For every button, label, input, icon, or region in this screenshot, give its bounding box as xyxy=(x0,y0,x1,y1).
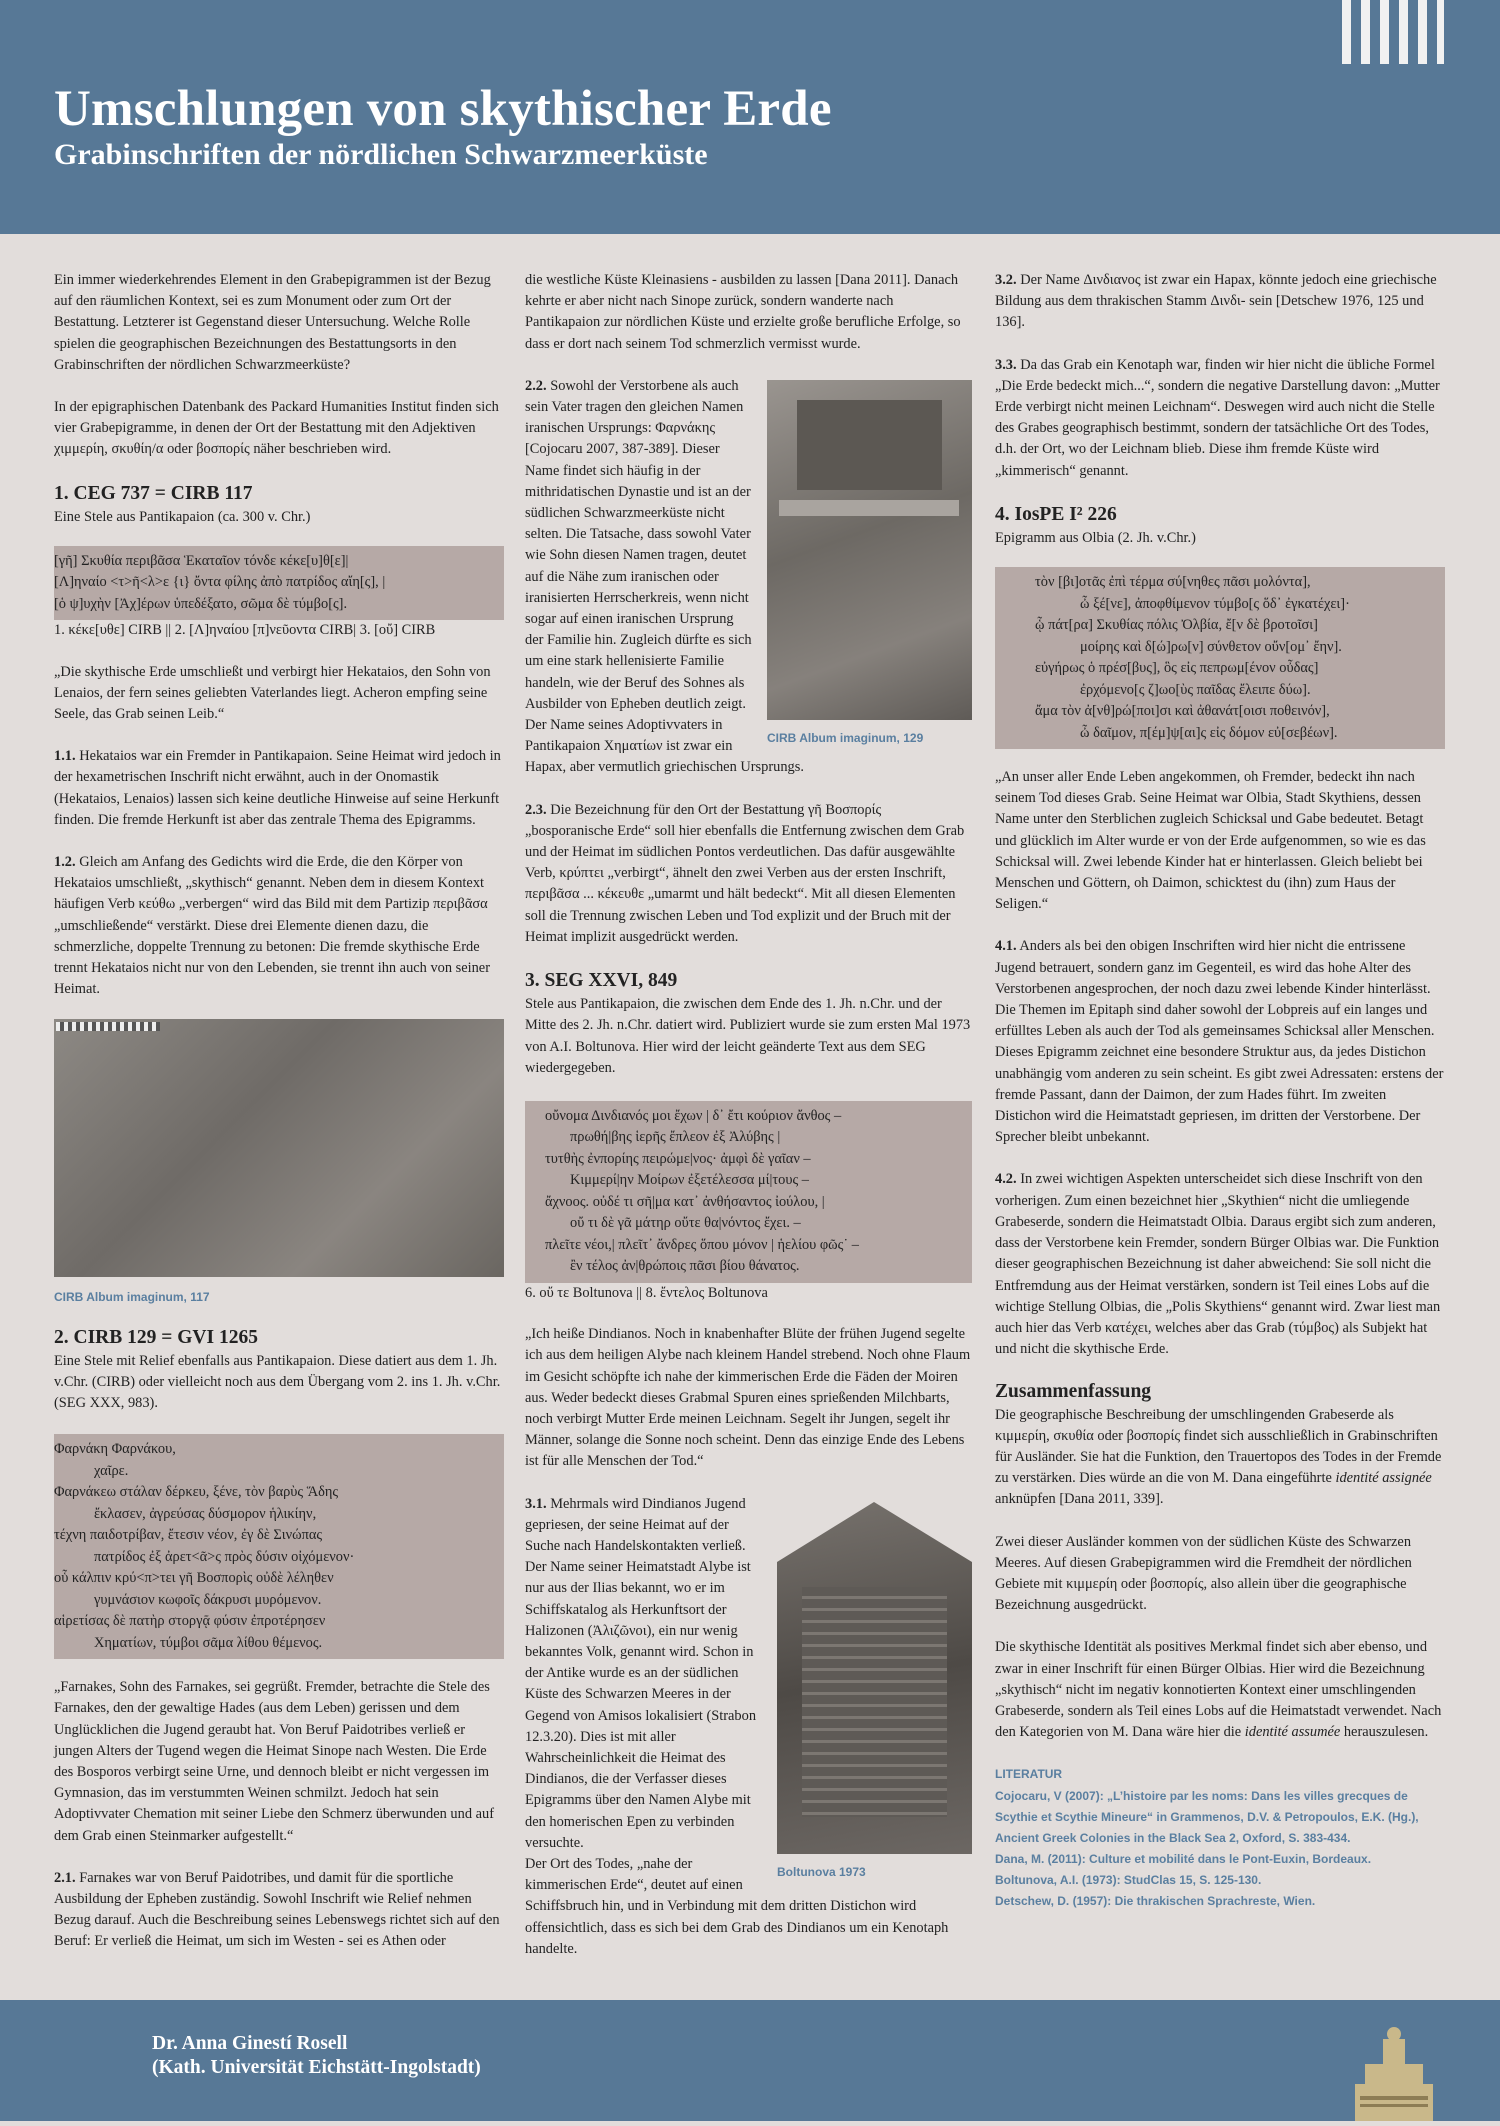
section-3-subtitle: Stele aus Pantikapaion, die zwischen dem Ende des 1. Jh. n.Chr. und der Mitte des 2. Jh. n.Chr. datiert wird. Publiziert wurde sie zum ersten Mal 1973 von A.I. Boltunova. Hier wird der leicht geänderte Text aus dem SEG wiedergegeben. xyxy=(525,996,971,1076)
paragraph-3-3 xyxy=(995,355,1445,482)
paragraph-4-1 xyxy=(995,936,1445,1042)
summary-paragraph-3 xyxy=(995,1637,1445,1743)
section-3-heading: 3. SEG XXVI, 849 xyxy=(525,970,678,992)
intro-paragraph-2: In der epigraphischen Datenbank des Packard Humanities Institut finden sich vier Grabepigramme, in denen der Ort der Bestattung mit den Adjektiven χιμμερίη, σκυθίη/α oder βοσπορίς näher beschrieben wird. xyxy=(54,399,499,458)
greek-line: ἐρχόμενο[ς ζ]ωο[ὺς παῖδας ἔλειπε δύω]. xyxy=(1080,681,1311,698)
stele-pediment-image xyxy=(777,1502,972,1854)
literature-entry: Detschew, D. (1957): Die thrakischen Sprachreste, Wien. xyxy=(995,1893,1316,1908)
scale-bar-icon xyxy=(56,1022,160,1031)
paragraph-text: Mehrmals wird Dindianos Jugend gepriesen, der seine Heimat auf der Suche nach Handelskontakten verließ. Der Name seiner Heimatstadt Alybe ist nur aus der Ilias bekannt, wo er im Schiffskatalog als Herkunftsort der Halizonen (Ἀλιζῶνοι), ein nur wenig bekanntes Volk, genannt wird. Schon in der Antike wurde es an der südlichen Küste des Schwarzen Meeres in der Gegend von Amisos lokalisiert (Strabon 12.3.20). Dies ist mit aller Wahrscheinlichkeit die Heimat des Dindianos, die der Verfasser dieses Epigramms über den Namen Alybe mit den homerischen Epen zu verbinden versuchte. xyxy=(525,1495,757,1851)
paragraph-number: 1.2. xyxy=(54,853,76,870)
column-2 xyxy=(525,270,972,1960)
paragraph-text: Hekataios war ein Fremder in Pantikapaion. Seine Heimat wird jedoch in der hexametrischen Inschrift nicht erwähnt, auch in der Onomastik (Hekataios, Lenaios) lassen sich keine deutliche Hinweise auf seine Herkunft finden. Die fremde Herkunft ist aber das zentrale Thema des Epigramms. xyxy=(54,748,501,828)
paragraph-3-2 xyxy=(995,270,1445,334)
greek-line: ὦ δαῖμον, π[έμ]ψ[αι]ς εἰς δόμον εὐ[σεβέων]. xyxy=(1080,724,1338,741)
greek-line: [Λ]ηναίο <τ>ῆ<λ>ε {ι} ὄντα φίλης ἀπὸ πατρίδος αἴη[ς], | xyxy=(54,574,386,591)
paragraph-text: Die Bezeichnung für den Ort der Bestattung γῆ Βοσπορίς „bosporanische Erde“ soll hier ebenfalls die Entfernung zwischen dem Grab und der Heimat im südlichen Pontos verdeutlichen. Das dafür ausgewählte Verb, κρύπτει „verbirgt“, ähnelt den zwei Verben aus der ersten Inschrift, περιβᾶσα ... κέκευθε „umarmt und hält bedeckt“. Mit all diesen Elementen soll die Trennung zwischen Leben und Tod explizit und der Bruch mit der Heimat implizit ausgedrückt werden. xyxy=(525,801,965,945)
figure-boltunova xyxy=(777,1502,972,1883)
greek-line: οὗ κάλπιν κρύ<π>τει γῆ Βοσπορὶς οὐδὲ λέληθεν xyxy=(54,1570,334,1587)
greek-line: Φαρνάκη Φαρνάκου, xyxy=(54,1441,176,1458)
translation-3: „Ich heiße Dindianos. Noch in knabenhafter Blüte der frühen Jugend segelte ich aus dem heiligen Alybe nach kleinem Handel strebend. Noch ohne Flaum im Gesicht schöpfte ich nahe der kimmerischen Erde die Fäden der Moiren aus. Weder bedeckt dieses Grabmal Spuren eines sprießenden Milchbarts, noch verbirgt Mutter Erde meinen Leichnam. Segelt ihr Jungen, segelt ihr Männer, solange die Sonne noch scheint. Denn das einzige Ende des Lebens ist für alle Menschen der Tod.“ xyxy=(525,1326,971,1470)
summary-text: anknüpfen [Dana 2011, 339]. xyxy=(995,1491,1164,1508)
greek-text-box-4 xyxy=(995,567,1445,749)
paragraph-number: 4.2. xyxy=(995,1171,1017,1188)
greek-line: γυμνάσιον κωφοῖς δάκρυσι μυρόμενον. xyxy=(94,1591,322,1608)
relief-niche xyxy=(797,400,942,490)
column-3 xyxy=(995,270,1445,1912)
translation-4: „An unser aller Ende Leben angekommen, oh Fremder, bedeckt ihn nach seinem Tod dieses Grab. Seine Heimat war Olbia, Stadt Skythiens, dessen Name unter den Sterblichen zugleich Schicksal und Gabe bedeutet. Betagt und glücklich im Alter wurde er von der Erde aufgenommen, so wie es das Schicksal will. Zwei lebende Kinder hat er hinterlassen. Gleich beliebt bei Menschen und Göttern, oh Daimon, schicktest du (ihn) zum Haus der Seligen.“ xyxy=(995,769,1426,913)
paragraph-text: Sowohl der Verstorbene als auch sein Vater tragen den gleichen Namen iranischen Ursprungs: Φαρνάκης [Cojocaru 2007, 387-389]. Dieser Name findet sich häufig in der mithridatischen Dynastie und ist an der südlichen Schwarzmeerküste nicht selten. Die Tatsache, dass sowohl Vater wie Sohn diesen Namen tragen, deutet auf die Nähe zum iranischen oder iranisierten Herrscherkreis, wenn nicht sogar auf einen iranischen Ursprung der Familie hin. Zugleich dürfte es sich um eine stark hellenisierte Familie handeln, wie der Beruf des Sohnes als Ausbilder von Epheben deutlich zeigt. Der Name seines Adoptivvaters in Pantikapaion Χηματίων ist zwar ein Hapax, aber vermutlich griechischen Ursprungs. xyxy=(525,377,804,776)
greek-line: Φαρνάκεω στάλαν δέρκευ, ξένε, τὸν βαρὺς Ἅδης xyxy=(54,1484,339,1501)
greek-line: ἄμα τὸν ἀ[νθ]ρώ[ποι]σι καὶ ἀθανάτ[οισι ποθεινόν], xyxy=(1035,703,1330,720)
pediment xyxy=(777,1502,972,1562)
header-banner xyxy=(0,0,1500,234)
literature-entry: Dana, M. (2011): Culture et mobilité dans le Pont-Euxin, Bordeaux. xyxy=(995,1851,1372,1866)
section-4-subtitle: Epigramm aus Olbia (2. Jh. v.Chr.) xyxy=(995,529,1196,546)
greek-line: χαῖρε. xyxy=(94,1462,129,1479)
section-2-heading: 2. CIRB 129 = GVI 1265 xyxy=(54,1326,258,1348)
paragraph-text: Anders als bei den obigen Inschriften wird hier nicht die entrissene Jugend betrauert, sondern ganz im Gegenteil, es wird das hohe Alter des Verstorbenen angesprochen, der noch dazu zwei lebende Kinder hinterlässt. Die Themen im Epitaph sind daher sowohl der Lobpreis auf ein langes und erfülltes Leben als auch der Tod als gemeinsames Schicksal aller Menschen. xyxy=(995,938,1435,1040)
greek-line: οὔνομα Δινδιανός μοι ἔχων | δ᾽ ἔτι κούριον ἄνθος – xyxy=(545,1107,842,1124)
greek-line: πατρίδος ἐξ ἀρετ<ᾶ>ς πρὸς δύσιν οἰχόμενον· xyxy=(94,1548,355,1565)
paragraph-4-1-continued: Dieses Epigramm zeichnet eine besondere Struktur aus, da jedes Distichon unabhängig vom anderen zu sein scheint. Es gibt zwei Adressaten: erstens der fremde Passant, dann der Daimon, der zum Hades führt. Im zweiten Distichon wird die Heimatstadt gepriesen, im dritten der Verstorbene. Der Sprecher bleibt unbekannt. xyxy=(995,1044,1444,1146)
paragraph-number: 1.1. xyxy=(54,748,76,765)
footer-banner xyxy=(0,2000,1500,2121)
paragraph-3-1-continued: Der Ort des Todes, „nahe der kimmerischen Erde“, deutet auf einen Schiffsbruch hin, und in Verbindung mit dem dritten Distichon wird offensichtlich, dass es sich bei dem Grab des Dindianos um ein Kenotaph handelte. xyxy=(525,1855,949,1957)
apparatus-criticus-3: 6. οὔ τε Boltunova || 8. ἔντελος Boltunova xyxy=(525,1284,768,1301)
summary-heading: Zusammenfassung xyxy=(995,1381,1152,1403)
page-title: Umschlungen von skythischer Erde xyxy=(54,81,832,137)
greek-line: πλεῖτε νέοι,| πλεῖτ᾽ ἄνδρες ὅπου μόνον | ἡελίου φῶς˙ – xyxy=(545,1236,859,1253)
author-affiliation: (Kath. Universität Eichstätt-Ingolstadt) xyxy=(152,2057,481,2078)
inscription-band xyxy=(779,500,959,516)
paragraph-number: 2.1. xyxy=(54,1869,76,1886)
paragraph-number: 2.3. xyxy=(525,801,547,818)
greek-line: τὸν [βι]οτᾶς ἐπὶ τέρμα σύ[νηθες πᾶσι μολόντα], xyxy=(1035,574,1311,591)
greek-line: [γῆ] Σκυθία περιβᾶσα Ἑκαταῖον τόνδε κέκε[υ]θ[ε]| xyxy=(54,552,349,569)
greek-line: τυτθὴς ἐνπορίης πειρώμε|νος· ἀμφὶ δὲ γαῖαν – xyxy=(545,1150,811,1167)
paragraph-1-2 xyxy=(54,852,504,1000)
greek-text-box-3 xyxy=(525,1101,972,1283)
greek-line: ἄχνοος. οὐδέ τι σῆ|μα κατ᾽ ἀνθήσαντος ἰούλου, | xyxy=(545,1193,825,1210)
figure-caption-2: CIRB Album imaginum, 129 xyxy=(767,730,924,745)
figure-caption-1: CIRB Album imaginum, 117 xyxy=(54,1290,210,1305)
paragraph-text: Da das Grab ein Kenotaph war, finden wir hier nicht die übliche Formel „Die Erde bedeckt mich...“, sondern die negative Darstellung davon: „Mutter Erde verbirgt nicht meinen Leichnam“. Deswegen wird auch nicht die Stelle des Grabes geographisch bestimmt, sondern der tatsächliche Ort des Todes, d.h. der Ort, wo der Leichnam blieb. Diese ihm fremde Küste wird „kimmerisch“ genannt. xyxy=(995,356,1440,479)
summary-text: herauszulesen. xyxy=(1340,1724,1429,1741)
greek-line: οὔ τι δὲ γᾶ μάτηρ οὔτε θα|νόντος ἔχει. – xyxy=(570,1215,801,1232)
section-1-subtitle: Eine Stele aus Pantikapaion (ca. 300 v. Chr.) xyxy=(54,508,311,525)
greek-line: πρωθή|βης ἱερῆς ἔπλεον ἐξ Ἀλύβης | xyxy=(570,1129,781,1146)
summary-text: Die skythische Identität als positives Merkmal findet sich aber ebenso, und zwar in einer Inschrift für einen Bürger Olbias. Hier wird die Bezeichnung „skythisch“ nicht im negativ konnotierten Kontext einer umschlingenden Grabeserde, sondern als Teil eines Lobs auf die Heimatstadt verwendet. Nach den Kategorien von M. Dana wäre hier die xyxy=(995,1639,1442,1741)
paragraph-text: Farnakes war von Beruf Paidotribes, und damit für die sportliche Ausbildung der Epheben zuständig. Sowohl Inschrift wie Relief nehmen Bezug darauf. Auch die Beschreibung seines Lebenswegs richtet sich auf den Beruf: Er verließ die Heimat, um sich im Westen - sei es Athen oder xyxy=(54,1869,500,1950)
greek-line: ὦ ξέ[νε], ἀποφθίμενον τύμβο[ς ὅδ᾽ ἐγκατέχει]· xyxy=(1080,595,1350,612)
continued-paragraph: die westliche Küste Kleinasiens - ausbilden zu lassen [Dana 2011]. Danach kehrte er aber nicht nach Sinope zurück, sondern wanderte nach Pantikapaion zur nördlichen Küste und erzielte große berufliche Erfolge, so dass er dort nach seinem Tod schmerzlich vermisst wurde. xyxy=(525,272,961,352)
literature-heading: LITERATUR xyxy=(995,1767,1063,1782)
summary-paragraph-2: Zwei dieser Ausländer kommen von der südlichen Küste des Schwarzen Meeres. Auf diesen Grabepigrammen wird die Fremdheit der nördlichen Gebiete mit κιμμερίη oder βοσπορίς, also allein über die geographische Bezeichnung ausgedrückt. xyxy=(995,1533,1412,1614)
page-subtitle: Grabinschriften der nördlichen Schwarzmeerküste xyxy=(54,138,708,171)
paragraph-4-2 xyxy=(995,1169,1445,1360)
paragraph-text: Der Name Δινδιανος ist zwar ein Hapax, könnte jedoch eine griechische Bildung aus dem thrakischen Stamm Δινδι- sein [Detschew 1976, 125 und 136]. xyxy=(995,272,1437,331)
figure-129 xyxy=(767,376,972,749)
section-2-subtitle: Eine Stele mit Relief ebenfalls aus Pantikapaion. Diese datiert aus dem 1. Jh. v.Chr. (CIRB) oder vielleicht noch aus dem Übergang vom 2. ins 1. Jh. v.Chr. (SEG XXX, 983). xyxy=(54,1352,501,1411)
author-block xyxy=(152,2032,481,2080)
summary-emphasis: identité assignée xyxy=(1335,1470,1432,1487)
author-name: Dr. Anna Ginestí Rosell xyxy=(152,2033,348,2054)
paragraph-number: 2.2. xyxy=(525,377,547,394)
greek-line: μοίρης καὶ δ[ώ]ρω[ν] σύνθετον οὔν[ομ᾽ ἔην]. xyxy=(1080,638,1342,655)
greek-line: ᾧ πάτ[ρα] Σκυθίας πόλις Ὀλβία, ἔ[ν δὲ βροτοῖσι] xyxy=(1035,617,1318,634)
figure-caption-3: Boltunova 1973 xyxy=(777,1864,866,1879)
paragraph-1-1 xyxy=(54,746,504,831)
greek-line: [ὁ ψ]υχὴν [Ἀχ]έρων ὑπεδέξατο, σῶμα δὲ τύμβο[ς]. xyxy=(54,595,348,612)
apparatus-criticus-1: 1. κέκε[υθε] CIRB || 2. [Λ]ηναίου [π]νεῦοντα CIRB| 3. [οὔ] CIRB xyxy=(54,622,436,639)
greek-line: τέχνη παιδοτρίβαν, ἔτεσιν νέον, ἐγ δὲ Σινώπας xyxy=(54,1527,323,1544)
stele-image-117 xyxy=(54,1019,504,1277)
paragraph-number: 3.2. xyxy=(995,272,1017,288)
paragraph-number: 3.1. xyxy=(525,1495,547,1512)
stele-relief-image-129 xyxy=(767,380,972,720)
section-1-heading: 1. CEG 737 = CIRB 117 xyxy=(54,482,253,504)
intro-paragraph-1: Ein immer wiederkehrendes Element in den Grabepigrammen ist der Bezug auf den räumlichen Kontext, sei es zum Monument oder zum Ort der Bestattung. Letzterer ist Gegenstand dieser Untersuchung. Welche Rolle spielen die geographischen Bezeichnungen des Bestattungsorts in den Grabinschriften der nördlichen Schwarzmeerküste? xyxy=(54,272,491,373)
paragraph-number: 4.1. xyxy=(995,938,1017,955)
paragraph-text: In zwei wichtigen Aspekten unterscheidet sich diese Inschrift von den vorherigen. Zum einen bezeichnet hier „Skythien“ nicht die umliegende Grabeserde, sondern die Heimatstadt Olbia. Daraus ergibt sich zum anderen, dass der Verstorbene kein Fremder, sondern Bürger Olbias war. Die Funktion dieser geographischen Bezeichnung ist daher abweichend: Sie soll nicht die Entfremdung aus der Heimat verstärken, sondern ist Teil eines Lobs auf die wichtige Stellung Olbias, die „Polis Skythiens“ genannt wird. Zwar liest man auch hier das Verb κατέχει, welches aber das Grab (τύμβος) als Subjekt hat und nicht die skythische Erde. xyxy=(995,1171,1441,1358)
column-1 xyxy=(54,270,504,1974)
translation-1: „Die skythische Erde umschließt und verbirgt hier Hekataios, den Sohn von Lenaios, der fern seines geliebten Vaterlandes liegt. Acheron empfing seine Seele, das Grab seinen Leib.“ xyxy=(54,663,491,722)
greek-line: ἔκλασεν, ἀγρεύσας δύσμορον ἡλικίην, xyxy=(94,1505,317,1522)
greek-line: ἒν τέλος ἀν|θρώποις πᾶσι βίου θάνατος. xyxy=(570,1258,800,1275)
summary-text: Die geographische Beschreibung der umschlingenden Grabeserde als κιμμερίη, σκυθία oder βοσπορίς findet sich ausschließlich in Grabinschriften für Ausländer. Sie hat die Funktion, den Trauertopos des Todes in der Fremde zu verstärken. Dies würde an die von M. Dana eingeführte xyxy=(995,1406,1442,1487)
greek-text-box-1 xyxy=(54,546,504,621)
section-4-heading: 4. IosPE I² 226 xyxy=(995,503,1117,525)
translation-2: „Farnakes, Sohn des Farnakes, sei gegrüßt. Fremder, betrachte die Stele des Farnakes, den der gewaltige Hades (aus dem Leben) gerissen und dem Unglücklichen die Jugend geraubt hat. Von Beruf Paidotribes verließ er jungen Alters der Tugend wegen die Heimat Sinope nach Westen. Die Erde des Bosporos verbirgt seine Urne, und dennoch bleibt er nicht vergessen im Gymnasion, das im verstummten Weinen schmilzt. Jedoch hat sein Adoptivvater Chemation mit seiner Liebe den Schmerz überwunden und auf dem Grab einen Steinmarker aufgestellt.“ xyxy=(54,1679,494,1844)
greek-line: Χηματίων, τύμβοι σᾶμα λίθου θέμενος. xyxy=(94,1634,323,1651)
stripes-logo-icon xyxy=(1342,0,1444,64)
inscription-panel xyxy=(802,1587,947,1817)
paragraph-number: 3.3. xyxy=(995,356,1017,373)
greek-line: αἱρετίσας δὲ πατὴρ στοργᾷ φύσιν ἐπροτέρησεν xyxy=(54,1613,326,1630)
greek-line: εὐγήρως ὁ πρέσ[βυς], ὃς εἰς πεπρωμ[ένον οὖδας] xyxy=(1035,660,1319,677)
paragraph-2-1 xyxy=(54,1868,504,1953)
greek-text-box-2 xyxy=(54,1434,504,1659)
paragraph-text: Gleich am Anfang des Gedichts wird die Erde, die den Körper von Hekataios umschließt, „skythisch“ genannt. Neben dem in diesem Kontext häufigen Verb κεύθω „verbergen“ wird das Bild mit dem Partizip περιβᾶσα „umschließende“ verstärkt. Diese drei Elemente dienen dazu, die schmerzliche, doppelte Trennung zu betonen: Die fremde skythische Erde trennt Hekataios nicht nur von den Lebenden, sie trennt ihn auch von seiner Heimat. xyxy=(54,853,490,998)
literature-entry: Boltunova, A.I. (1973): StudClas 15, S. 125-130. xyxy=(995,1872,1262,1887)
greek-line: Κιμμερί|ην Μοίρων ἐξετέλεσσα μί|τους – xyxy=(570,1172,809,1189)
paragraph-2-3 xyxy=(525,800,972,948)
university-logo-icon xyxy=(1345,2024,1443,2121)
summary-paragraph-1 xyxy=(995,1405,1445,1511)
summary-emphasis: identité assumée xyxy=(1244,1724,1341,1741)
literature-entry: Cojocaru, V (2007): „L’histoire par les noms: Dans les villes grecques de Scythie et Scythie Mineure“ in Grammenos, D.V. & Petropoulos, E.K. (Hg.), Ancient Greek Colonies in the Black Sea 2, Oxford, S. 383-434. xyxy=(995,1788,1419,1845)
